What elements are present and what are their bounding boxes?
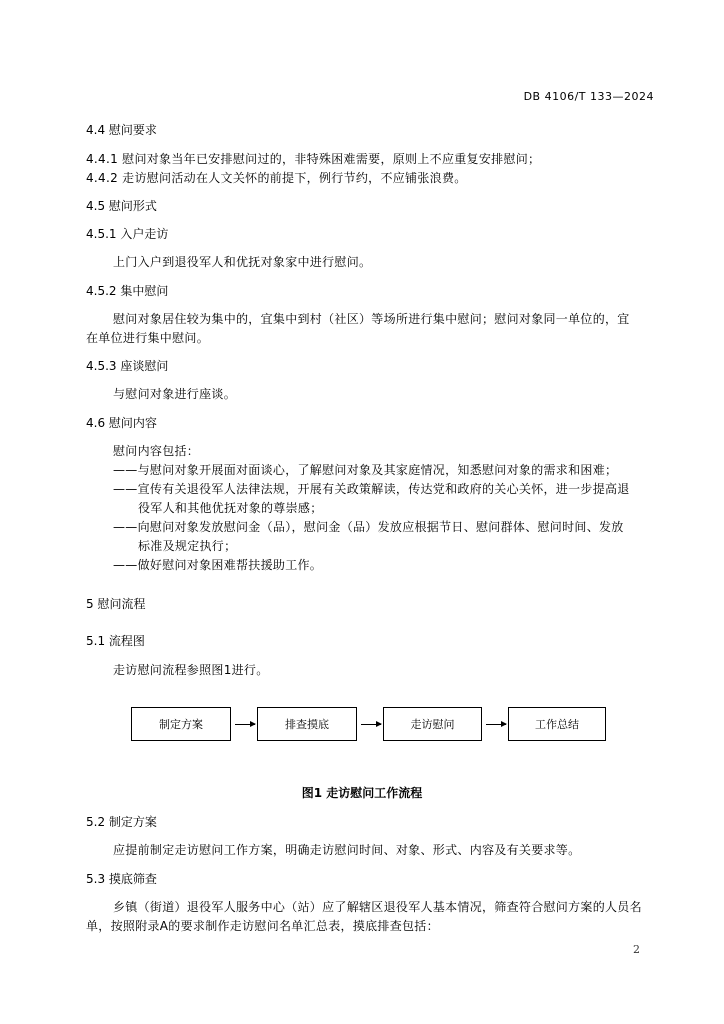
paragraph-5-1: 走访慰问流程参照图1进行。: [113, 663, 269, 677]
paragraph-5-3-line2: 单，按照附录A的要求制作走访慰问名单汇总表，摸底排查包括：: [86, 919, 439, 933]
paragraph-4-5-2-line1: 慰问对象居住较为集中的，宜集中到村（社区）等场所进行集中慰问；慰问对象同一单位的，宜: [113, 312, 630, 326]
dash-item-1: ——与慰问对象开展面对面谈心，了解慰问对象及其家庭情况，知悉慰问对象的需求和困难；: [113, 463, 618, 477]
paragraph-4-5-2-line2: 在单位进行集中慰问。: [86, 331, 210, 345]
paragraph-4-5-1: 上门入户到退役军人和优抚对象家中进行慰问。: [113, 255, 372, 269]
arrow-icon: [235, 724, 255, 725]
page-number: 2: [633, 943, 640, 956]
flowchart: [131, 707, 606, 741]
dash-item-3-line1: ——向慰问对象发放慰问金（品），慰问金（品）发放应根据节日、慰问群体、慰问时间、发放: [113, 520, 624, 534]
arrow-icon: [486, 724, 506, 725]
heading-5: 5 慰问流程: [86, 597, 146, 611]
heading-4-6: 4.6 慰问内容: [86, 416, 157, 430]
paragraph-5-3-line1: 乡镇（街道）退役军人服务中心（站）应了解辖区退役军人基本情况，筛查符合慰问方案的人员名: [113, 900, 642, 914]
paragraph-4-6-intro: 慰问内容包括：: [113, 444, 200, 458]
heading-4-5: 4.5 慰问形式: [86, 199, 157, 213]
dash-item-2-line1: ——宣传有关退役军人法律法规，开展有关政策解读，传达党和政府的关心关怀，进一步提高退: [113, 482, 630, 496]
figure-caption: 图1 走访慰问工作流程: [301, 786, 423, 800]
dash-item-3-line2: 标准及规定执行；: [138, 539, 237, 553]
arrow-icon: [361, 724, 381, 725]
flow-step-3: 走访慰问: [383, 707, 482, 741]
heading-4-5-2: 4.5.2 集中慰问: [86, 284, 169, 298]
paragraph-5-2: 应提前制定走访慰问工作方案，明确走访慰问时间、对象、形式、内容及有关要求等。: [113, 843, 581, 857]
flow-step-4: 工作总结: [508, 707, 606, 741]
heading-5-1: 5.1 流程图: [86, 634, 145, 648]
clause-4-4-2: 4.4.2 走访慰问活动在人文关怀的前提下，例行节约，不应铺张浪费。: [86, 171, 467, 185]
clause-4-4-1: 4.4.1 慰问对象当年已安排慰问过的，非特殊困难需要，原则上不应重复安排慰问；: [86, 152, 541, 166]
standard-code: DB 4106/T 133—2024: [523, 90, 654, 103]
dash-item-2-line2: 役军人和其他优抚对象的尊崇感；: [138, 501, 323, 515]
heading-5-2: 5.2 制定方案: [86, 815, 157, 829]
flow-step-2: 排查摸底: [257, 707, 357, 741]
heading-4-5-1: 4.5.1 入户走访: [86, 227, 169, 241]
heading-4-5-3: 4.5.3 座谈慰问: [86, 359, 169, 373]
heading-4-4: 4.4 慰问要求: [86, 123, 157, 137]
paragraph-4-5-3: 与慰问对象进行座谈。: [113, 387, 237, 401]
heading-5-3: 5.3 摸底筛查: [86, 872, 157, 886]
dash-item-4: ——做好慰问对象困难帮扶援助工作。: [113, 558, 323, 572]
flow-step-1: 制定方案: [131, 707, 231, 741]
